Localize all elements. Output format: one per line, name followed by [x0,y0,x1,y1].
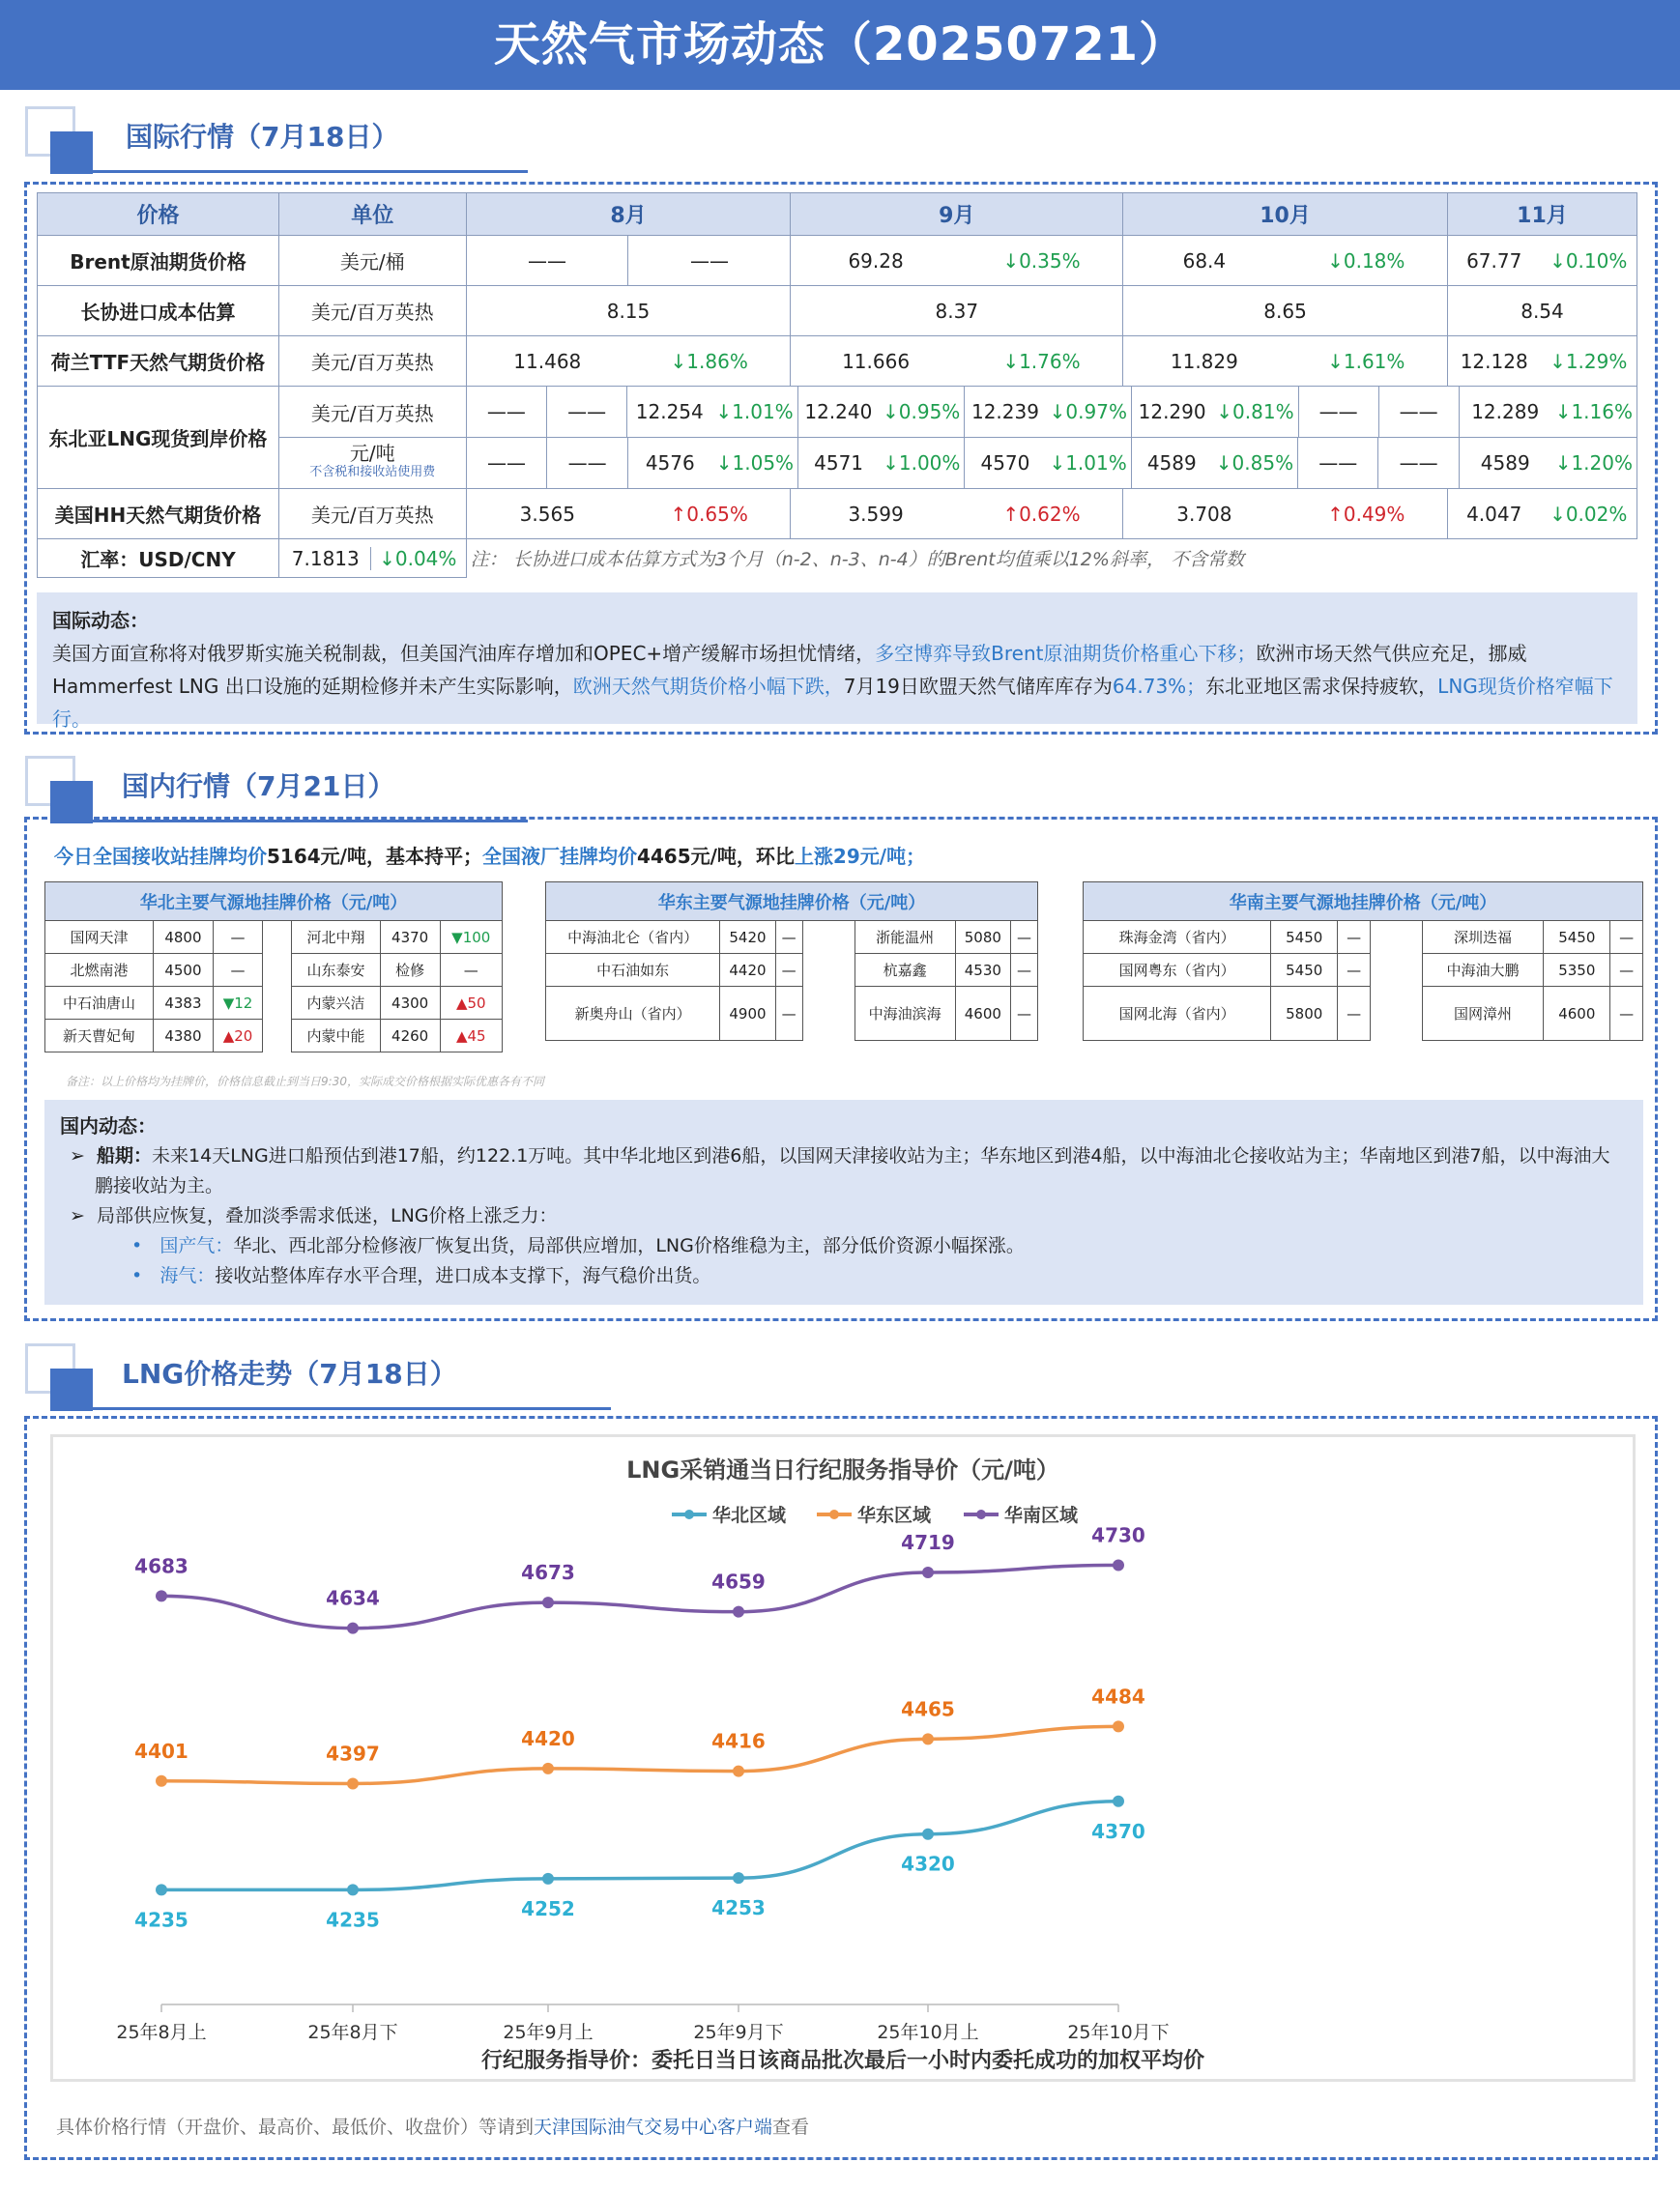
price-cell: 4900 [720,987,775,1041]
table-row [45,987,503,1020]
source-name: 内蒙中能 [292,1020,381,1052]
gap-cell [802,921,854,954]
x-tick-label: 25年10月上 [877,2022,979,2043]
value-cell: —— [547,438,627,488]
value-cell: 67.77 [1447,236,1540,286]
data-point [347,1884,359,1895]
gap-cell [1370,987,1422,1041]
value-cell: —— [1298,438,1378,488]
price-cell: 4600 [1544,987,1610,1041]
data-point [922,1733,934,1744]
data-point [542,1873,554,1885]
table-row [1084,954,1643,987]
nea-usd-values [466,387,1637,438]
source-name: 新奥舟山（省内） [546,987,720,1041]
data-point [922,1567,934,1578]
row-label: 东北亚LNG现货到岸价格 [38,387,279,489]
footer-note [56,2113,809,2139]
fx-change: ↓0.04% [379,546,457,570]
change-cell: ↓1.01% [1045,438,1131,488]
section-title-lng: LNG价格走势（7月18日） [122,1358,457,1390]
north-table-body [45,921,503,1052]
value-cell: 12.240 [804,400,873,423]
value-cell: 12.128 [1447,336,1540,387]
nea-row-usd [38,387,1637,438]
east-price-table [545,881,1038,1041]
change-cell: — [1011,954,1038,987]
ttf-row [38,336,1637,387]
section-icon-fill [50,1369,93,1411]
col-header: 10月 [1123,193,1448,236]
hh-row [38,489,1637,539]
value-cell: —— [1378,438,1459,488]
price-cell: 4500 [154,954,214,987]
south-table-body [1084,921,1643,1041]
change-cell: — [1338,987,1371,1041]
value-cell: 12.254 [635,400,704,423]
data-label: 4420 [521,1726,575,1750]
chart-frame [50,1434,1636,2082]
news-text: 欧洲市场天然气供应充足，挪威Hammerfest LNG 出口设施的延期检修并未产生实际影响， [52,642,1527,698]
change-cell: — [775,987,802,1041]
domestic-news-heading: 国内动态： [60,1114,157,1138]
nea-cny-subtable [467,438,1637,488]
gap-cell [263,987,292,1020]
domestic-news [44,1100,1643,1305]
series-line [161,1566,1118,1629]
fx-cell [278,539,466,578]
price-cell: 5450 [1271,921,1338,954]
price-cell: 5350 [1544,954,1610,987]
unit-cell [278,438,466,489]
change-cell: — [1011,987,1038,1041]
value-cell: —— [1378,387,1459,437]
source-name: 国网粤东（省内） [1084,954,1271,987]
value-cell: 4589 [1146,451,1197,475]
value-cell: 12.289 [1471,400,1540,423]
data-label: 4673 [521,1561,575,1585]
x-tick-label: 25年9月上 [503,2022,594,2043]
news-text: 东北亚地区需求保持疲软， [1205,675,1438,698]
sub-bullet-label: 海气： [159,1265,216,1286]
value-cell: 11.829 [1123,336,1286,387]
intl-price-table [37,192,1637,578]
value-cell: 4570 [980,451,1030,475]
price-cell: 4800 [154,921,214,954]
data-point [542,1597,554,1608]
source-name: 中海油大鹏 [1422,954,1543,987]
value-cell: 69.28 [791,236,961,286]
news-text: 7月19日欧盟天然气储库库存为 [843,675,1113,698]
data-point [1113,1720,1124,1732]
change-cell: — [1610,954,1643,987]
data-point [1113,1796,1124,1807]
source-name: 中石油如东 [546,954,720,987]
value-cell: —— [1298,387,1378,437]
source-name: 深圳迭福 [1422,921,1543,954]
table-row [1084,921,1643,954]
section-underline [89,1407,611,1410]
unit-cell: 美元/百万英热 [278,489,466,539]
row-label: 荷兰TTF天然气期货价格 [38,336,279,387]
price-cell: 5080 [955,921,1010,954]
col-header: 价格 [38,193,279,236]
change-cell: — [1610,921,1643,954]
legend-marker [976,1510,986,1519]
price-cell: 4600 [955,987,1010,1041]
gap-cell [263,921,292,954]
value-cell: 4571 [814,451,864,475]
bullet-item [60,1141,1628,1201]
longxie-row [38,286,1637,336]
data-label: 4416 [711,1729,766,1753]
data-label: 4719 [901,1530,955,1554]
row-label: 美国HH天然气期货价格 [38,489,279,539]
value-cell: 8.37 [791,286,1123,336]
dot-bullet-icon: • [131,1235,160,1256]
gap-cell [263,954,292,987]
data-point [922,1829,934,1840]
price-cell: 5420 [720,921,775,954]
data-label: 4659 [711,1570,766,1594]
col-header: 单位 [278,193,466,236]
section-icon-fill [50,131,93,174]
change-cell: ↓0.95% [879,387,965,437]
change-cell: ↓1.86% [628,336,791,387]
data-label: 4320 [901,1852,955,1876]
footer-text: 查看 [772,2117,810,2138]
section-header-intl [25,106,508,184]
change-cell: ↓1.61% [1286,336,1448,387]
data-point [1113,1560,1124,1571]
price-cell: 4420 [720,954,775,987]
value-cell: 4.047 [1447,489,1540,539]
x-tick-label: 25年8月上 [116,2022,207,2043]
news-highlight: 多空博弈导致Brent原油期货价格重心下移； [875,642,1257,665]
sub-bullet-label: 国产气： [159,1235,234,1256]
source-name: 中石油唐山 [45,987,154,1020]
source-name: 杭嘉鑫 [854,954,955,987]
x-tick-label: 25年9月下 [693,2022,784,2043]
gap-cell [802,987,854,1041]
source-name: 国网漳州 [1422,987,1543,1041]
value-cell: 3.565 [466,489,628,539]
price-cell: 4260 [380,1020,440,1052]
legend-marker [684,1510,694,1519]
section-header-lng [25,1343,605,1421]
change-cell: ↓1.16% [1554,400,1633,423]
data-label: 4683 [134,1554,188,1578]
value-cell: 8.54 [1447,286,1637,336]
lng-price-chart [53,1437,1633,2079]
change-cell: ↓0.35% [961,236,1123,286]
change-cell: — [213,954,262,987]
data-label: 4634 [326,1586,380,1610]
table-row [45,1020,503,1052]
section-title-intl: 国际行情（7月18日） [126,121,399,153]
data-label: 4397 [326,1742,380,1766]
value-cell: 4589 [1480,451,1530,475]
value-cell: —— [628,236,791,286]
intl-news-heading: 国际动态： [52,609,149,632]
value-cell: —— [466,236,628,286]
sub-bullet-item [60,1261,1628,1291]
legend-marker [829,1510,839,1519]
data-point [347,1777,359,1789]
fx-value: 7.1813 [280,547,371,570]
col-header: 11月 [1447,193,1637,236]
data-label: 4235 [134,1908,188,1932]
source-name: 浙能温州 [854,921,955,954]
south-table-title: 华南主要气源地挂牌价格（元/吨） [1084,882,1643,921]
intl-news [37,592,1637,731]
summary-value: 4465元/吨，环比 [636,845,795,868]
price-cell: 5800 [1271,987,1338,1041]
sub-bullet-item [60,1231,1628,1261]
unit-cell: 美元/百万英热 [278,387,466,438]
value-cell: 8.65 [1123,286,1448,336]
bullet-text: 未来14天LNG进口船预估到港17船，约122.1万吨。其中华北地区到港6船，以国网天津接收站为主；华东地区到港4船，以中海油北仑接收站为主；华南地区到港7船，以中海油大鹏接收站为主。 [95,1145,1610,1196]
table-row [546,987,1038,1041]
change-cell: — [775,921,802,954]
summary-value: 5164元/吨，基本持平； [267,845,482,868]
change-cell: ↓1.29% [1540,336,1637,387]
col-header: 9月 [791,193,1123,236]
price-cell: 4300 [380,987,440,1020]
gap-cell [263,1020,292,1052]
source-name: 北燃南港 [45,954,154,987]
footer-text: 具体价格行情（开盘价、最高价、最低价、收盘价）等请到 [56,2117,535,2138]
change-cell: ↓0.02% [1540,489,1637,539]
source-name: 国网北海（省内） [1084,987,1271,1041]
legend-label: 华北区域 [712,1505,787,1526]
change-cell: ↓1.01% [711,387,797,437]
gap-cell [1370,921,1422,954]
value-cell: 68.4 [1123,236,1286,286]
data-label: 4401 [134,1739,188,1763]
table-row [546,954,1038,987]
change-cell: — [1338,921,1371,954]
legend-label: 华南区域 [1004,1505,1079,1526]
table-row [546,921,1038,954]
unit-label: 元/吨 [349,442,395,465]
data-point [156,1775,167,1787]
domestic-summary [54,841,925,869]
price-cell: 4383 [154,987,214,1020]
east-table-title: 华东主要气源地挂牌价格（元/吨） [546,882,1038,921]
fx-row [38,539,1637,578]
change-cell: ▲20 [213,1020,262,1052]
page-title: 天然气市场动态（20250721） [0,0,1680,90]
change-cell: ↓0.81% [1212,387,1298,437]
change-cell: ↑0.62% [961,489,1123,539]
data-label: 4484 [1091,1685,1145,1709]
gap-cell [1370,954,1422,987]
value-cell: 3.599 [791,489,961,539]
east-table-body [546,921,1038,1041]
summary-change: 上涨29元/吨； [794,845,926,868]
bullet-bold: 船期： [97,1145,153,1167]
intl-news-body [52,637,1622,735]
domestic-box [24,817,1658,1321]
row-label: 汇率：USD/CNY [38,539,279,578]
change-cell: ↓0.97% [1046,387,1132,437]
change-cell: — [1610,987,1643,1041]
sub-bullet-text: 华北、西北部分检修液厂恢复出货，局部供应增加，LNG价格维稳为主，部分低价资源小幅探涨。 [233,1235,1025,1256]
legend-label: 华东区域 [857,1505,932,1526]
news-highlight: 64.73%； [1112,675,1206,698]
x-tick-label: 25年10月下 [1067,2022,1170,2043]
value-cell: —— [467,387,547,437]
change-cell: ↑0.49% [1286,489,1448,539]
chart-title: LNG采销通当日行纪服务指导价（元/吨） [626,1456,1059,1484]
change-cell: — [440,954,503,987]
row-label: Brent原油期货价格 [38,236,279,286]
value-cell: —— [467,438,547,488]
value-cell: 11.666 [791,336,961,387]
change-cell: ▲50 [440,987,503,1020]
data-label: 4235 [326,1908,380,1932]
nea-cny-values [466,438,1637,489]
arrow-bullet-icon: ➢ [70,1145,97,1167]
bullet-text: 局部供应恢复，叠加淡季需求低迷，LNG价格上涨乏力： [97,1205,558,1226]
section-title-domestic: 国内行情（7月21日） [122,770,395,802]
value-cell: 8.15 [466,286,791,336]
value-cell: —— [547,387,627,437]
chart-xlabel: 行纪服务指导价：委托日当日该商品批次最后一小时内委托成功的加权平均价 [480,2049,1205,2073]
price-cell: 5450 [1544,921,1610,954]
price-cell: 5450 [1271,954,1338,987]
chart-series [134,1524,1145,1932]
table-note: 备注：以上价格均为挂牌价，价格信息截止到当日9:30，实际成交价格根据实际优惠各有不同 [66,1075,544,1088]
data-point [347,1623,359,1634]
unit-cell: 美元/百万英热 [278,286,466,336]
change-cell: ↓0.10% [1540,236,1637,286]
gap-cell [802,954,854,987]
price-cell: 4370 [380,921,440,954]
row-label: 长协进口成本估算 [38,286,279,336]
value-cell: 11.468 [466,336,628,387]
change-cell: ▼100 [440,921,503,954]
brent-row [38,236,1637,286]
change-cell: — [1011,921,1038,954]
data-point [733,1606,744,1618]
intl-box [24,182,1658,735]
source-name: 新天曹妃甸 [45,1020,154,1052]
source-name: 中海油北仑（省内） [546,921,720,954]
price-cell: 4530 [955,954,1010,987]
source-name: 国网天津 [45,921,154,954]
news-highlight: LNG现货价格窄幅下行。 [52,675,1613,731]
change-cell: — [775,954,802,987]
series-line [161,1802,1118,1890]
unit-note: 不含税和接收站使用费 [309,465,436,479]
change-cell: ↑0.65% [628,489,791,539]
news-text: 美国方面宣称将对俄罗斯实施关税制裁，但美国汽油库存增加和OPEC+增产缓解市场担忧情绪， [52,642,876,665]
dot-bullet-icon: • [131,1265,160,1286]
price-cell: 4380 [154,1020,214,1052]
source-name: 河北中翔 [292,921,381,954]
data-point [733,1872,744,1884]
change-cell: ▼12 [213,987,262,1020]
summary-label: 全国液厂挂牌均价 [481,845,637,868]
x-axis [116,2004,1169,2043]
data-point [542,1763,554,1774]
series-line [161,1726,1118,1783]
change-cell: — [213,921,262,954]
lng-box [24,1416,1658,2160]
source-name: 珠海金湾（省内） [1084,921,1271,954]
table-row [45,921,503,954]
change-cell: ▲45 [440,1020,503,1052]
data-label: 4252 [521,1896,575,1920]
data-label: 4370 [1091,1819,1145,1843]
value-cell: 4576 [645,451,695,475]
data-label: 4253 [711,1896,766,1920]
source-name: 山东泰安 [292,954,381,987]
change-cell: ↓1.20% [1554,451,1633,475]
north-price-table [44,881,503,1052]
change-cell: ↓1.76% [961,336,1123,387]
data-point [156,1590,167,1601]
data-label: 4730 [1091,1523,1145,1547]
bullet-item [60,1201,1628,1231]
header-row [38,193,1637,236]
change-cell: ↓0.85% [1212,438,1298,488]
table-row [1084,987,1643,1041]
summary-label: 今日全国接收站挂牌均价 [54,845,267,868]
fx-note: 注： 长协进口成本估算方式为3个月（n-2、n-3、n-4）的Brent均值乘以12%斜率， 不含常数 [470,549,1244,571]
data-label: 4465 [901,1697,955,1721]
source-name: 中海油滨海 [854,987,955,1041]
value-cell: 3.708 [1123,489,1286,539]
change-cell: ↓1.00% [879,438,965,488]
arrow-bullet-icon: ➢ [70,1205,97,1226]
unit-cell: 美元/百万英热 [278,336,466,387]
change-cell: — [1338,954,1371,987]
data-point [156,1884,167,1895]
data-point [733,1766,744,1777]
change-cell: ↓0.18% [1286,236,1448,286]
table-row [45,954,503,987]
south-price-table [1083,881,1643,1041]
north-table-title: 华北主要气源地挂牌价格（元/吨） [45,882,503,921]
client-link[interactable]: 天津国际油气交易中心客户端 [534,2117,773,2138]
news-highlight: 欧洲天然气期货价格小幅下跌， [572,675,844,698]
change-cell: ↓1.05% [712,438,798,488]
x-tick-label: 25年8月下 [307,2022,398,2043]
price-cell: 检修 [380,954,440,987]
section-underline [89,170,528,173]
value-cell: 12.239 [970,400,1039,423]
nea-usd-subtable [467,387,1637,437]
sub-bullet-text: 接收站整体库存水平合理，进口成本支撑下，海气稳价出货。 [215,1265,711,1286]
unit-cell: 美元/桶 [278,236,466,286]
col-header: 8月 [466,193,791,236]
chart-legend [672,1504,1079,1526]
value-cell: 12.290 [1138,400,1206,423]
source-name: 内蒙兴洁 [292,987,381,1020]
